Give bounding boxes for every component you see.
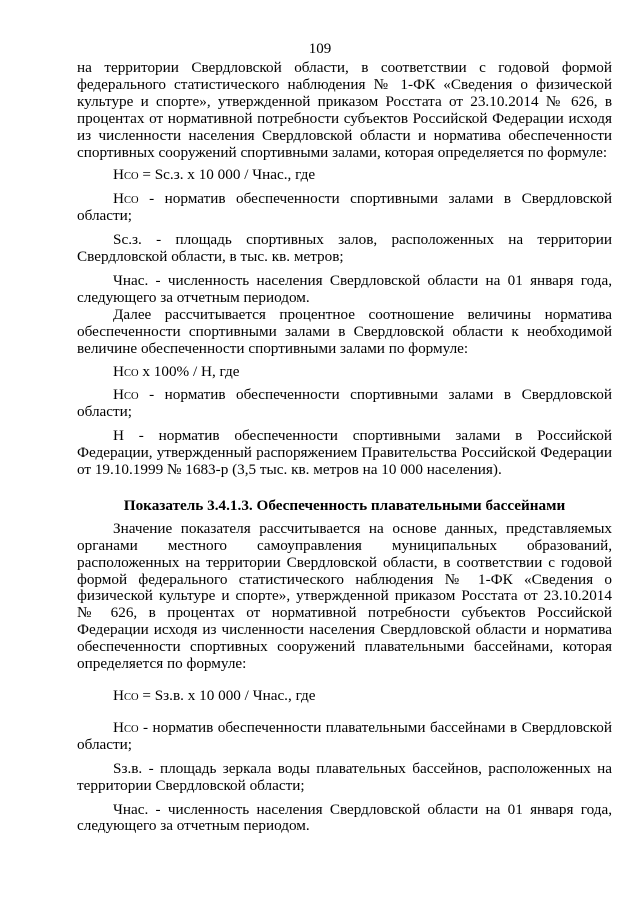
definition-hso-pools — [77, 720, 612, 754]
definition-subscript: СО — [123, 195, 139, 207]
definition-hso-halls-2 — [77, 387, 612, 421]
document-body — [77, 60, 612, 835]
definition-text: - норматив обеспеченности спортивными залами в Свердловской области; — [77, 386, 612, 421]
formula-body: х 100% / Н, где — [138, 362, 240, 380]
definition-population: Чнас. - численность населения Свердловской области на 01 января года, следующего за отчетным периодом. — [77, 271, 612, 306]
definition-area-halls: Sс.з. - площадь спортивных залов, расположенных на территории Свердловской области, в тыс. кв. метров; — [77, 231, 612, 266]
definition-subscript: СО — [123, 391, 139, 403]
formula-body: = Sз.в. х 10 000 / Чнас., где — [138, 687, 316, 704]
formula-pools — [77, 688, 612, 705]
definition-subscript: СО — [123, 723, 139, 735]
formula-symbol: Н — [113, 362, 124, 380]
paragraph-intro-continued: на территории Свердловской области, в соответствии с годовой формой федерального статистического наблюдения № 1-ФК «Сведения о физической культуре и спорте», утвержденной приказом Росстата от 23.10.2014 № 626, в процентах от нормативной потребности субъектов Российской Федерации исходя из численности населения Свердловской области и норматива обеспеченности спортивных сооружений спортивными залами, которая определяется по формуле: — [77, 59, 612, 161]
paragraph-percent-ratio: Далее рассчитывается процентное соотношение величины норматива обеспеченности спортивными залами в Свердловской области к необходимой величине обеспеченности спортивными залами по формуле: — [77, 305, 612, 357]
formula-subscript: СО — [123, 367, 139, 379]
formula-body: = Sс.з. х 10 000 / Чнас., где — [138, 166, 316, 184]
definition-hso-halls — [77, 191, 612, 225]
formula-subscript: СО — [123, 692, 139, 703]
formula-percent — [77, 364, 612, 381]
definition-text: - норматив обеспеченности плавательными бассейнами в Свердловской области; — [77, 718, 612, 753]
definition-symbol: Н — [113, 386, 124, 404]
definition-text: - норматив обеспеченности спортивными залами в Свердловской области; — [77, 190, 612, 225]
formula-sport-halls — [77, 167, 612, 184]
definition-symbol: Н — [113, 718, 124, 736]
formula-symbol: Н — [113, 687, 124, 704]
definition-area-pools: Sз.в. - площадь зеркала воды плавательных бассейнов, расположенных на территории Свердловской области; — [77, 759, 612, 794]
paragraph-pools-intro: Значение показателя рассчитывается на основе данных, представляемых органами местного самоуправления муниципальных образований, расположенных на территории Свердловской области, в соответствии с годовой формой федерального статистического наблюдения № 1-ФК «Сведения о физической культуре и спорте», утвержденной приказом Росстата от 23.10.2014 № 626, в процентах от нормативной потребности субъектов Российской Федерации исходя из численности населения Свердловской области и норматива обеспеченности спортивных сооружений плавательными бассейнами, которая определяется по формуле: — [77, 519, 612, 673]
page-number: 109 — [308, 41, 332, 57]
definition-symbol: Н — [113, 190, 124, 208]
formula-symbol: Н — [113, 166, 124, 184]
formula-subscript: СО — [123, 171, 139, 183]
definition-population-2: Чнас. - численность населения Свердловской области на 01 января года, следующего за отчетным периодом. — [77, 800, 612, 835]
section-heading-pools: Показатель 3.4.1.3. Обеспеченность плавательными бассейнами — [123, 496, 566, 514]
definition-h-federal: Н - норматив обеспеченности спортивными залами в Российской Федерации, утвержденный распоряжением Правительства Российской Федерации от 19.10.1999 № 1683-р (3,5 тыс. кв. метров на 10 000 населения). — [77, 427, 612, 479]
